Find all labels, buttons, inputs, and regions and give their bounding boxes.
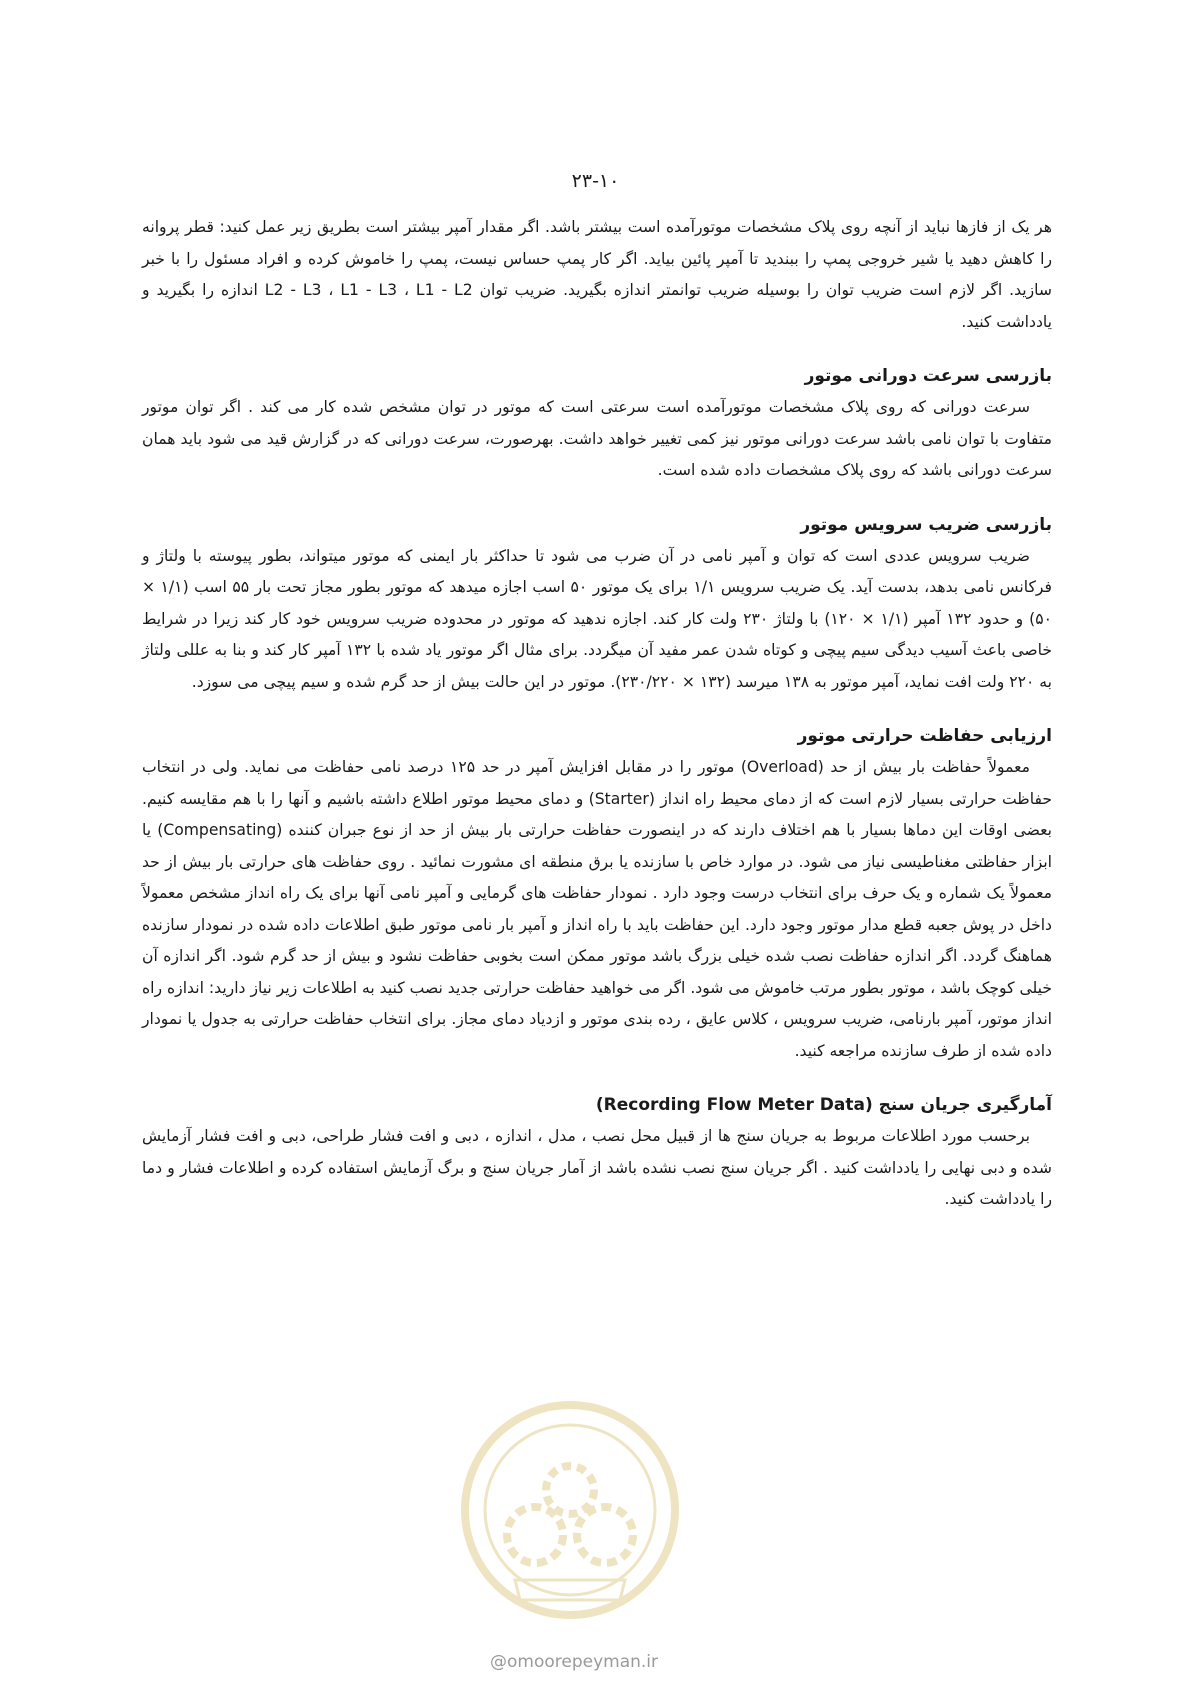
intro-paragraph: هر یک از فازها نباید از آنچه روی پلاک مشخصات موتورآمده است بیشتر باشد. اگر مقدار آمپر بیشتر است بطریق زیر عمل کنید: قطر پروانه را کاهش دهید یا شیر خروجی پمپ را ببندید تا آمپر پائین بیاید. اگر کار پمپ حساس نیست، پمپ را خاموش کرده و افراد مسئول را با خبر سازید. اگر لازم است ضریب توان را بوسیله ضریب توانمتر اندازه بگیرید. ضریب توان L2 - L3 ، L1 - L3 ، L1 - L2 اندازه را بگیرید و یادداشت کنید. — [142, 218, 1052, 331]
document-body — [142, 212, 1052, 1216]
section-paragraph: برحسب مورد اطلاعات مربوط به جریان سنج ها از قبیل محل نصب ، مدل ، اندازه ، دبی و افت فشار طراحی، دبی و افت فشار آزمایش شده و دبی نهایی را یادداشت کنید . اگر جریان سنج نصب نشده باشد از آمار جریان سنج و برگ آزمایش استفاده کرده و اطلاعات فشار و دما را یادداشت کنید. — [142, 1127, 1052, 1208]
section-flow-meter — [142, 1089, 1052, 1216]
watermark-site-text: @omoorepeyman.ir — [490, 1652, 659, 1672]
section-paragraph: معمولاً حفاظت بار بیش از حد (Overload) موتور را در مقابل افزایش آمپر در حد ۱۲۵ درصد نامی حفاظت می نماید. ولی در انتخاب حفاظت حرارتی بسیار لازم است که از دمای محیط راه انداز (Starter) و دمای محیط موتور اطلاع داشته باشیم و آنها را با هم مقایسه کنیم. بعضی اوقات این دماها بسیار با هم اختلاف دارند که در اینصورت حفاظت حرارتی بار بیش از حد از نوع جبران کننده (Compensating) یا ابزار حفاظتی مغناطیسی نیاز می شود. در موارد خاص با سازنده یا برق منطقه ای مشورت نمائید . روی حفاظت های حرارتی بار بیش از حد معمولاً یک شماره و یک حرف برای انتخاب درست وجود دارد . نمودار حفاظت های گرمایی و آمپر نامی آنها برای یک راه انداز مشخص معمولاً داخل در پوش جعبه قطع مدار موتور وجود دارد. این حفاظت باید با راه انداز و آمپر بار نامی موتور طبق اطلاعات داده شده در نمودار سازنده هماهنگ گردد. اگر اندازه حفاظت نصب شده خیلی بزرگ باشد موتور ممکن است بخوبی حفاظت نشود و بیش از حد گرم شود. اگر اندازه آن خیلی کوچک باشد ، موتور بطور مرتب خاموش می شود. اگر می خواهید حفاظت حرارتی جدید نصب کنید به اطلاعات زیر نیاز دارید: اندازه راه انداز موتور، آمپر بارنامی، ضریب سرویس ، کلاس عایق ، رده بندی موتور و ازدیاد دمای مجاز. برای انتخاب حفاظت حرارتی به جدول یا نمودار داده شده از طرف سازنده مراجعه کنید. — [142, 758, 1052, 1060]
watermark-logo-icon — [455, 1395, 685, 1625]
page-number: ۲۳-۱۰ — [571, 170, 620, 192]
section-heading: آمارگیری جریان سنج (Recording Flow Meter Data) — [595, 1095, 1052, 1115]
section-paragraph: سرعت دورانی که روی پلاک مشخصات موتورآمده است سرعتی است که موتور در توان مشخص شده کار می کند . اگر توان موتور متفاوت با توان نامی باشد سرعت دورانی موتور نیز کمی تغییر خواهد داشت. بهرصورت، سرعت دورانی که در گزارش قید می شود باید همان سرعت دورانی باشد که روی پلاک مشخصات داده شده است. — [142, 398, 1052, 479]
section-service-factor — [142, 509, 1052, 699]
section-thermal-protection — [142, 720, 1052, 1067]
section-heading: بازرسی سرعت دورانی موتور — [804, 366, 1052, 386]
section-paragraph: ضریب سرویس عددی است که توان و آمپر نامی در آن ضرب می شود تا حداکثر بار ایمنی که موتور میتواند، بطور پیوسته با ولتاژ و فرکانس نامی بدهد، بدست آید. یک ضریب سرویس ۱/۱ برای یک موتور ۵۰ اسب اجازه میدهد که موتور بطور مجاز تحت بار ۵۵ اسب (۱/۱ × ۵۰) و حدود ۱۳۲ آمپر (۱/۱ × ۱۲۰) با ولتاژ ۲۳۰ ولت کار کند. اجازه ندهید که موتور در محدوده ضریب سرویس خود کار کند زیرا در شرایط خاصی باعث آسیب دیدگی سیم پیچی و کوتاه شدن عمر مفید آن میگردد. برای مثال اگر موتور یاد شده با ۱۳۲ آمپر کار کند و بنا به عللی ولتاژ به ۲۲۰ ولت افت نماید، آمپر موتور به ۱۳۸ میرسد (۱۳۲ × ۲۳۰/۲۲۰). موتور در این حالت بیش از حد گرم شده و سیم پیچی می سوزد. — [142, 546, 1052, 691]
section-heading: بازرسی ضریب سرویس موتور — [800, 514, 1052, 535]
section-heading: ارزیابی حفاظت حرارتی موتور — [797, 726, 1052, 746]
section-motor-speed — [142, 360, 1052, 487]
